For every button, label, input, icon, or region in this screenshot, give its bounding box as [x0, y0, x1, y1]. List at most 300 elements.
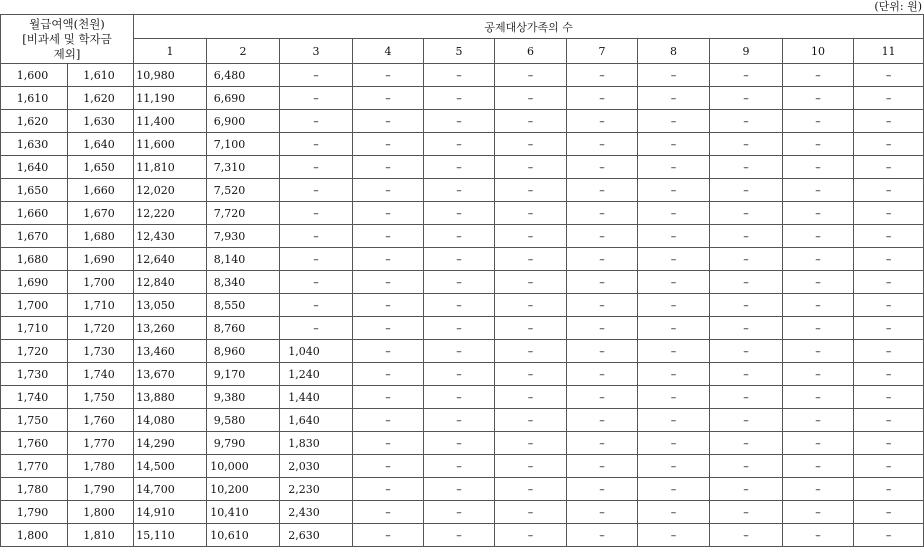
tax-amount-cell: –: [280, 271, 353, 294]
tax-amount-cell: –: [710, 340, 783, 363]
tax-amount-cell: –: [424, 133, 495, 156]
tax-amount-cell: –: [424, 386, 495, 409]
table-row: [1, 64, 924, 87]
tax-amount-cell: –: [710, 87, 783, 110]
family-count-header: 3: [280, 39, 353, 64]
income-from-cell: 1,770: [1, 455, 68, 478]
family-count-header: 11: [854, 39, 924, 64]
income-to-cell: 1,740: [68, 363, 134, 386]
tax-amount-cell: –: [567, 64, 638, 87]
income-to-cell: 1,690: [68, 248, 134, 271]
tax-amount-cell: –: [854, 386, 924, 409]
tax-amount-cell: 10,980: [134, 64, 207, 87]
income-to-cell: 1,620: [68, 87, 134, 110]
income-from-cell: 1,620: [1, 110, 68, 133]
tax-amount-cell: 11,600: [134, 133, 207, 156]
tax-amount-cell: –: [783, 501, 854, 524]
tax-amount-cell: –: [638, 248, 710, 271]
tax-amount-cell: –: [353, 478, 424, 501]
tax-amount-cell: –: [353, 110, 424, 133]
tax-amount-cell: –: [424, 179, 495, 202]
tax-amount-cell: –: [567, 501, 638, 524]
tax-amount-cell: –: [280, 156, 353, 179]
tax-amount-cell: –: [710, 386, 783, 409]
tax-amount-cell: –: [495, 64, 567, 87]
tax-amount-cell: 12,840: [134, 271, 207, 294]
tax-amount-cell: –: [783, 156, 854, 179]
tax-amount-cell: –: [710, 501, 783, 524]
tax-amount-cell: 14,080: [134, 409, 207, 432]
table-row: [1, 386, 924, 409]
income-to-cell: 1,810: [68, 524, 134, 547]
tax-amount-cell: –: [495, 501, 567, 524]
income-to-cell: 1,650: [68, 156, 134, 179]
tax-amount-cell: –: [638, 409, 710, 432]
tax-amount-cell: –: [854, 248, 924, 271]
tax-amount-cell: –: [783, 110, 854, 133]
tax-amount-cell: –: [783, 317, 854, 340]
tax-amount-cell: –: [424, 363, 495, 386]
tax-amount-cell: –: [638, 202, 710, 225]
family-count-header: 5: [424, 39, 495, 64]
tax-amount-cell: –: [495, 179, 567, 202]
tax-amount-cell: –: [353, 64, 424, 87]
tax-amount-cell: –: [638, 363, 710, 386]
family-count-header: 6: [495, 39, 567, 64]
tax-amount-cell: 2,230: [280, 478, 353, 501]
table-row: [1, 501, 924, 524]
tax-amount-cell: –: [280, 317, 353, 340]
income-from-cell: 1,750: [1, 409, 68, 432]
tax-amount-cell: 9,380: [207, 386, 280, 409]
tax-amount-cell: –: [495, 294, 567, 317]
family-count-header: 2: [207, 39, 280, 64]
tax-amount-cell: –: [783, 478, 854, 501]
tax-amount-cell: –: [638, 179, 710, 202]
tax-amount-cell: 1,440: [280, 386, 353, 409]
tax-amount-cell: –: [638, 133, 710, 156]
tax-amount-cell: –: [710, 363, 783, 386]
tax-amount-cell: –: [424, 340, 495, 363]
table-row: [1, 363, 924, 386]
tax-amount-cell: –: [495, 202, 567, 225]
tax-amount-cell: 10,610: [207, 524, 280, 547]
tax-amount-cell: –: [710, 409, 783, 432]
table-row: [1, 271, 924, 294]
tax-amount-cell: –: [567, 340, 638, 363]
tax-amount-cell: 6,690: [207, 87, 280, 110]
tax-amount-cell: –: [353, 179, 424, 202]
tax-amount-cell: –: [710, 110, 783, 133]
tax-amount-cell: –: [424, 156, 495, 179]
tax-amount-cell: 8,340: [207, 271, 280, 294]
income-from-cell: 1,720: [1, 340, 68, 363]
tax-amount-cell: –: [783, 271, 854, 294]
tax-amount-cell: –: [854, 501, 924, 524]
income-to-cell: 1,680: [68, 225, 134, 248]
tax-amount-cell: –: [783, 455, 854, 478]
tax-amount-cell: –: [854, 64, 924, 87]
tax-amount-cell: 8,760: [207, 317, 280, 340]
tax-amount-cell: –: [424, 64, 495, 87]
tax-amount-cell: –: [495, 478, 567, 501]
tax-amount-cell: 11,810: [134, 156, 207, 179]
tax-amount-cell: –: [567, 271, 638, 294]
tax-amount-cell: 14,290: [134, 432, 207, 455]
tax-amount-cell: –: [854, 179, 924, 202]
tax-amount-cell: 9,580: [207, 409, 280, 432]
tax-amount-cell: –: [424, 87, 495, 110]
income-from-cell: 1,660: [1, 202, 68, 225]
tax-amount-cell: –: [424, 478, 495, 501]
tax-amount-cell: –: [495, 340, 567, 363]
tax-amount-cell: –: [854, 225, 924, 248]
income-from-cell: 1,650: [1, 179, 68, 202]
tax-amount-cell: –: [854, 409, 924, 432]
tax-amount-cell: –: [567, 478, 638, 501]
tax-amount-cell: –: [280, 64, 353, 87]
tax-amount-cell: –: [710, 64, 783, 87]
tax-amount-cell: –: [783, 432, 854, 455]
income-to-cell: 1,700: [68, 271, 134, 294]
tax-amount-cell: –: [710, 271, 783, 294]
table-row: [1, 294, 924, 317]
tax-amount-cell: –: [353, 455, 424, 478]
tax-amount-cell: –: [710, 248, 783, 271]
tax-amount-cell: –: [710, 156, 783, 179]
tax-amount-cell: –: [710, 455, 783, 478]
tax-amount-cell: –: [638, 317, 710, 340]
income-to-cell: 1,770: [68, 432, 134, 455]
tax-amount-cell: –: [638, 225, 710, 248]
tax-amount-cell: –: [783, 524, 854, 547]
tax-amount-cell: –: [424, 432, 495, 455]
income-to-cell: 1,800: [68, 501, 134, 524]
tax-amount-cell: –: [495, 409, 567, 432]
tax-amount-cell: –: [567, 179, 638, 202]
tax-amount-cell: –: [280, 202, 353, 225]
tax-amount-cell: –: [567, 87, 638, 110]
tax-amount-cell: –: [854, 202, 924, 225]
income-from-cell: 1,690: [1, 271, 68, 294]
tax-amount-cell: 1,640: [280, 409, 353, 432]
tax-amount-cell: –: [280, 87, 353, 110]
income-from-cell: 1,740: [1, 386, 68, 409]
tax-amount-cell: –: [495, 524, 567, 547]
income-to-cell: 1,790: [68, 478, 134, 501]
tax-amount-cell: –: [783, 87, 854, 110]
table-row: [1, 478, 924, 501]
income-label-line3: 제외]: [53, 46, 81, 61]
tax-amount-cell: 13,050: [134, 294, 207, 317]
table-body: [1, 64, 924, 547]
table-row: [1, 432, 924, 455]
tax-amount-cell: 7,930: [207, 225, 280, 248]
table-row: [1, 409, 924, 432]
tax-amount-cell: –: [710, 524, 783, 547]
tax-amount-cell: –: [567, 133, 638, 156]
tax-amount-cell: –: [280, 133, 353, 156]
tax-amount-cell: –: [638, 386, 710, 409]
tax-amount-cell: –: [567, 432, 638, 455]
tax-amount-cell: –: [495, 271, 567, 294]
tax-amount-cell: –: [854, 363, 924, 386]
family-count-header: 9: [710, 39, 783, 64]
tax-amount-cell: –: [783, 386, 854, 409]
family-count-title: 공제대상가족의 수: [134, 15, 924, 39]
tax-amount-cell: –: [567, 363, 638, 386]
tax-amount-cell: 2,030: [280, 455, 353, 478]
tax-amount-cell: –: [353, 363, 424, 386]
tax-amount-cell: 2,430: [280, 501, 353, 524]
table-row: [1, 248, 924, 271]
table-row: [1, 202, 924, 225]
income-from-cell: 1,780: [1, 478, 68, 501]
tax-amount-cell: –: [638, 271, 710, 294]
tax-amount-cell: 6,900: [207, 110, 280, 133]
tax-amount-cell: 1,240: [280, 363, 353, 386]
tax-amount-cell: 7,310: [207, 156, 280, 179]
tax-amount-cell: 12,640: [134, 248, 207, 271]
income-to-cell: 1,750: [68, 386, 134, 409]
tax-amount-cell: –: [424, 225, 495, 248]
tax-amount-cell: 9,790: [207, 432, 280, 455]
tax-amount-cell: –: [424, 501, 495, 524]
tax-amount-cell: –: [495, 363, 567, 386]
income-from-cell: 1,730: [1, 363, 68, 386]
tax-amount-cell: –: [854, 524, 924, 547]
tax-amount-cell: –: [424, 294, 495, 317]
tax-amount-cell: –: [783, 202, 854, 225]
tax-amount-cell: 12,220: [134, 202, 207, 225]
tax-amount-cell: –: [280, 110, 353, 133]
tax-amount-cell: –: [638, 478, 710, 501]
income-from-cell: 1,600: [1, 64, 68, 87]
tax-amount-cell: –: [353, 294, 424, 317]
income-to-cell: 1,640: [68, 133, 134, 156]
tax-amount-cell: –: [567, 386, 638, 409]
tax-amount-cell: –: [638, 64, 710, 87]
tax-amount-cell: –: [783, 248, 854, 271]
income-to-cell: 1,730: [68, 340, 134, 363]
tax-amount-cell: –: [710, 478, 783, 501]
tax-amount-cell: –: [353, 156, 424, 179]
tax-amount-cell: –: [783, 133, 854, 156]
tax-amount-cell: –: [424, 409, 495, 432]
income-from-cell: 1,790: [1, 501, 68, 524]
tax-amount-cell: 1,040: [280, 340, 353, 363]
income-to-cell: 1,720: [68, 317, 134, 340]
tax-amount-cell: –: [495, 156, 567, 179]
tax-amount-cell: –: [567, 202, 638, 225]
tax-amount-cell: –: [495, 455, 567, 478]
table-row: [1, 87, 924, 110]
tax-amount-cell: –: [495, 386, 567, 409]
tax-amount-cell: –: [424, 317, 495, 340]
income-label-line2: [비과세 및 학자금: [22, 31, 112, 46]
income-to-cell: 1,710: [68, 294, 134, 317]
income-range-header: [1, 15, 134, 64]
tax-amount-cell: –: [854, 271, 924, 294]
tax-amount-cell: 12,430: [134, 225, 207, 248]
tax-amount-cell: 7,100: [207, 133, 280, 156]
tax-amount-cell: –: [424, 248, 495, 271]
tax-amount-cell: –: [280, 225, 353, 248]
tax-amount-cell: –: [567, 225, 638, 248]
tax-amount-cell: –: [854, 340, 924, 363]
tax-amount-cell: –: [854, 478, 924, 501]
tax-amount-cell: –: [495, 87, 567, 110]
tax-amount-cell: –: [710, 317, 783, 340]
tax-amount-cell: –: [280, 179, 353, 202]
tax-amount-cell: 13,880: [134, 386, 207, 409]
tax-amount-cell: –: [710, 432, 783, 455]
table-row: [1, 455, 924, 478]
table-row: [1, 317, 924, 340]
tax-amount-cell: –: [710, 133, 783, 156]
income-to-cell: 1,670: [68, 202, 134, 225]
tax-amount-cell: –: [353, 317, 424, 340]
income-from-cell: 1,680: [1, 248, 68, 271]
tax-amount-cell: –: [495, 248, 567, 271]
income-from-cell: 1,700: [1, 294, 68, 317]
tax-amount-cell: –: [638, 432, 710, 455]
tax-amount-cell: –: [638, 455, 710, 478]
income-to-cell: 1,630: [68, 110, 134, 133]
tax-amount-cell: –: [638, 340, 710, 363]
tax-amount-cell: 13,460: [134, 340, 207, 363]
tax-amount-cell: 14,910: [134, 501, 207, 524]
tax-amount-cell: 12,020: [134, 179, 207, 202]
tax-amount-cell: –: [353, 501, 424, 524]
tax-amount-cell: –: [854, 455, 924, 478]
tax-amount-cell: –: [353, 271, 424, 294]
family-count-header: 10: [783, 39, 854, 64]
tax-amount-cell: 15,110: [134, 524, 207, 547]
income-from-cell: 1,800: [1, 524, 68, 547]
tax-amount-cell: 8,140: [207, 248, 280, 271]
tax-amount-cell: –: [567, 110, 638, 133]
tax-amount-cell: 14,500: [134, 455, 207, 478]
income-to-cell: 1,660: [68, 179, 134, 202]
tax-amount-cell: –: [495, 133, 567, 156]
tax-amount-cell: 10,410: [207, 501, 280, 524]
tax-amount-cell: –: [424, 524, 495, 547]
tax-amount-cell: –: [353, 248, 424, 271]
tax-amount-cell: 10,000: [207, 455, 280, 478]
tax-amount-cell: –: [710, 225, 783, 248]
tax-amount-cell: –: [783, 225, 854, 248]
family-count-header: 7: [567, 39, 638, 64]
tax-amount-cell: –: [353, 432, 424, 455]
tax-amount-cell: –: [495, 317, 567, 340]
tax-amount-cell: –: [495, 432, 567, 455]
tax-amount-cell: –: [638, 501, 710, 524]
tax-amount-cell: –: [854, 317, 924, 340]
table-row: [1, 340, 924, 363]
tax-amount-cell: –: [567, 294, 638, 317]
tax-amount-cell: –: [567, 317, 638, 340]
tax-amount-cell: –: [353, 340, 424, 363]
income-to-cell: 1,760: [68, 409, 134, 432]
tax-amount-cell: –: [353, 225, 424, 248]
table-row: [1, 110, 924, 133]
tax-amount-cell: 10,200: [207, 478, 280, 501]
tax-amount-cell: 7,520: [207, 179, 280, 202]
tax-amount-cell: 9,170: [207, 363, 280, 386]
header-row-2: [1, 39, 924, 64]
tax-amount-cell: –: [353, 386, 424, 409]
header-row-1: [1, 15, 924, 39]
tax-amount-cell: –: [495, 110, 567, 133]
tax-amount-cell: –: [783, 409, 854, 432]
tax-amount-cell: –: [854, 432, 924, 455]
tax-amount-cell: –: [567, 455, 638, 478]
tax-amount-cell: –: [353, 202, 424, 225]
tax-amount-cell: –: [783, 340, 854, 363]
tax-amount-cell: –: [567, 524, 638, 547]
table-row: [1, 179, 924, 202]
tax-amount-cell: –: [854, 110, 924, 133]
family-count-header: 4: [353, 39, 424, 64]
unit-label: (단위: 원): [874, 0, 922, 13]
tax-amount-cell: –: [353, 87, 424, 110]
tax-amount-cell: 14,700: [134, 478, 207, 501]
tax-amount-cell: –: [424, 271, 495, 294]
table-row: [1, 133, 924, 156]
tax-amount-cell: –: [638, 294, 710, 317]
tax-amount-cell: 11,190: [134, 87, 207, 110]
tax-amount-cell: –: [783, 64, 854, 87]
table-row: [1, 225, 924, 248]
tax-amount-cell: –: [854, 156, 924, 179]
tax-amount-cell: –: [783, 363, 854, 386]
tax-amount-cell: –: [710, 179, 783, 202]
tax-amount-cell: –: [567, 156, 638, 179]
tax-amount-cell: –: [854, 133, 924, 156]
family-count-header: 8: [638, 39, 710, 64]
tax-amount-cell: –: [424, 110, 495, 133]
tax-amount-cell: 6,480: [207, 64, 280, 87]
tax-amount-cell: –: [638, 156, 710, 179]
tax-amount-cell: –: [783, 179, 854, 202]
tax-amount-cell: –: [638, 87, 710, 110]
tax-amount-cell: –: [638, 524, 710, 547]
tax-amount-cell: –: [280, 248, 353, 271]
tax-amount-cell: –: [495, 225, 567, 248]
income-from-cell: 1,610: [1, 87, 68, 110]
tax-amount-cell: –: [280, 294, 353, 317]
withholding-tax-table: [0, 14, 924, 547]
tax-amount-cell: –: [710, 294, 783, 317]
tax-amount-cell: 7,720: [207, 202, 280, 225]
table-row: [1, 524, 924, 547]
tax-amount-cell: 8,550: [207, 294, 280, 317]
tax-amount-cell: –: [783, 294, 854, 317]
family-count-header: 1: [134, 39, 207, 64]
income-from-cell: 1,760: [1, 432, 68, 455]
income-from-cell: 1,640: [1, 156, 68, 179]
tax-amount-cell: –: [424, 455, 495, 478]
tax-amount-cell: –: [353, 524, 424, 547]
tax-amount-cell: 13,260: [134, 317, 207, 340]
tax-amount-cell: –: [854, 294, 924, 317]
tax-amount-cell: 8,960: [207, 340, 280, 363]
tax-amount-cell: 1,830: [280, 432, 353, 455]
income-from-cell: 1,670: [1, 225, 68, 248]
income-from-cell: 1,710: [1, 317, 68, 340]
income-to-cell: 1,610: [68, 64, 134, 87]
